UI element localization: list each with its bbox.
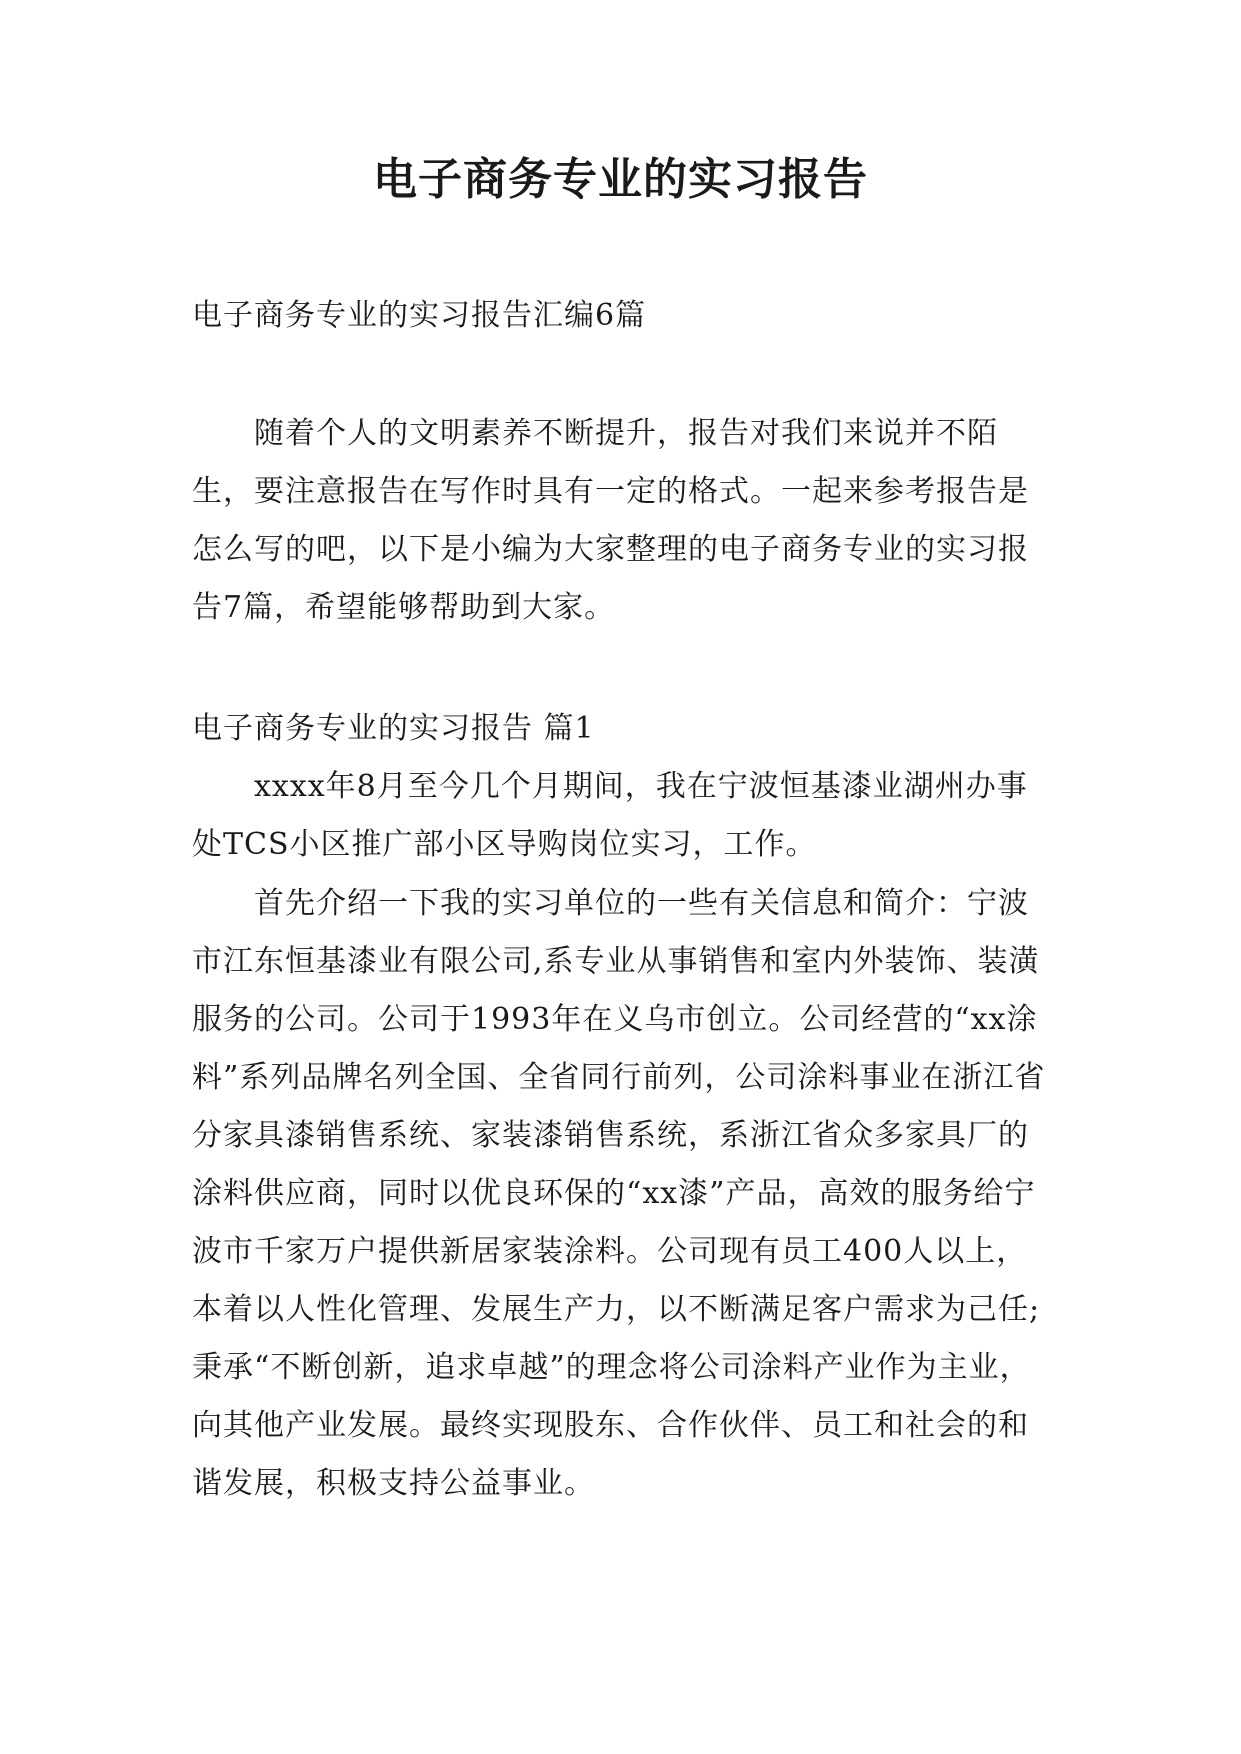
document-subtitle: 电子商务专业的实习报告汇编6篇 [192,298,647,333]
body-paragraph: 首先介绍一下我的实习单位的一些有关信息和简介：宁波市江东恒基漆业有限公司,系专业从事销售和室内外装饰、装潢服务的公司。公司于1993年在义乌市创立。公司经营的“xx涂料”系列品牌名列全国、全省同行前列，公司涂料事业在浙江省分家具漆销售系统、家装漆销售系统，系浙江省众多家具厂的涂料供应商，同时以优良环保的“xx漆”产品，高效的服务给宁波市千家万户提供新居家装涂料。公司现有员工400人以上，本着以人性化管理、发展生产力，以不断满足客户需求为己任;秉承“不断创新，追求卓越”的理念将公司涂料产业作为主业，向其他产业发展。最终实现股东、合作伙伴、员工和社会的和谐发展，积极支持公益事业。 [192,886,1046,1501]
intro-paragraph: 随着个人的文明素养不断提升，报告对我们来说并不陌生，要注意报告在写作时具有一定的格式。一起来参考报告是怎么写的吧，以下是小编为大家整理的电子商务专业的实习报告7篇，希望能够帮助到大家。 [192,416,1029,625]
section-heading: 电子商务专业的实习报告 篇1 [192,711,595,746]
document-title: 电子商务专业的实习报告 [373,154,868,205]
body-paragraph: xxxx年8月至今几个月期间，我在宁波恒基漆业湖州办事处TCS小区推广部小区导购岗位实习，工作。 [192,769,1028,862]
